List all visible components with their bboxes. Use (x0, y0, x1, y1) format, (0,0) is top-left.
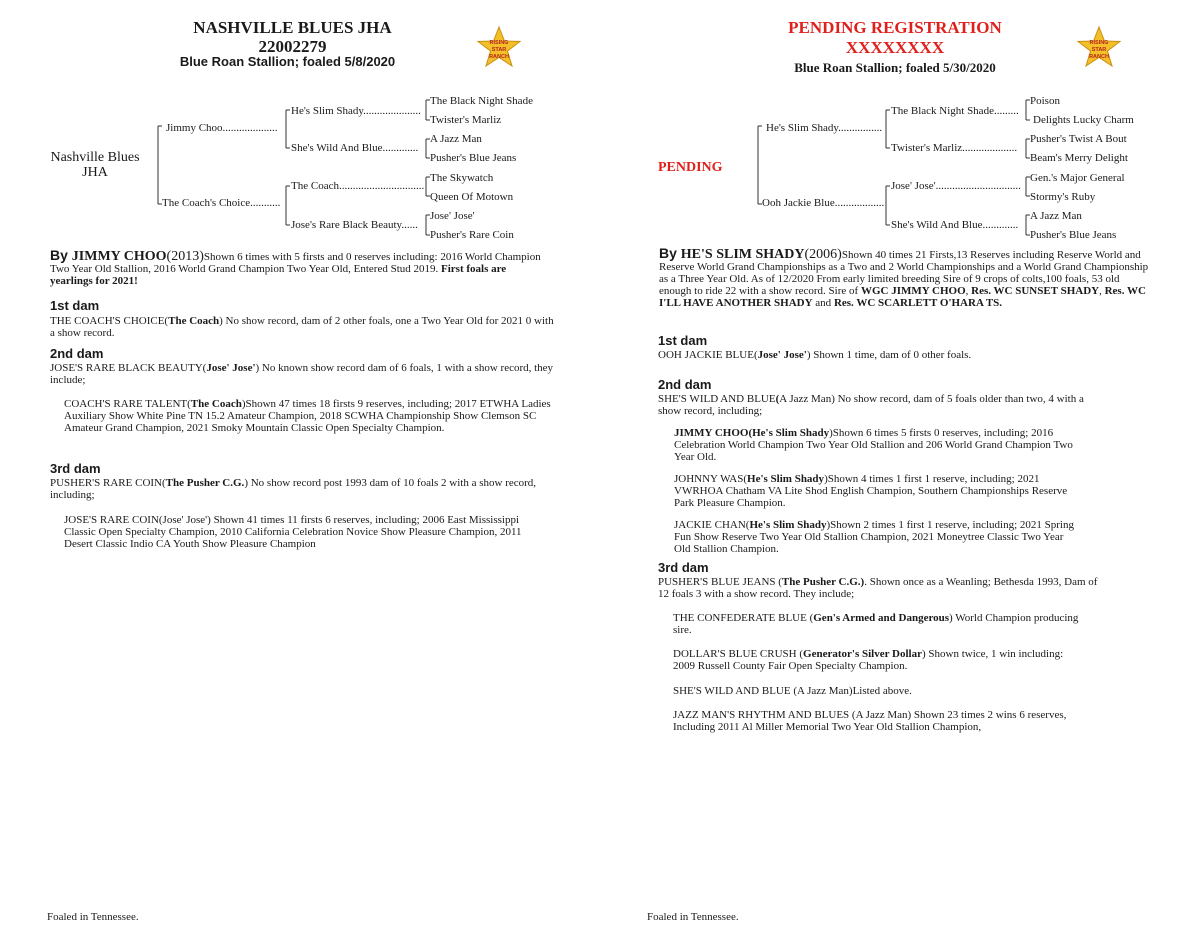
right-pedigree-lines (0, 0, 1200, 250)
right-3rd-dam-foal-3: SHE'S WILD AND BLUE (A Jazz Man)Listed above. (673, 685, 912, 697)
right-1st-dam-heading: 1st dam (658, 333, 708, 348)
right-2nd-dam-text (658, 393, 1098, 417)
right-offspring-3: Res. WC I'LL HAVE ANOTHER SHADY (659, 285, 1146, 309)
right-offspring-1: WGC JIMMY CHOO (860, 285, 966, 297)
right-2nd-dam-foal-1 (674, 427, 1074, 463)
left-1st-dam-heading: 1st dam (50, 298, 100, 313)
left-ggp-5: The Skywatch (430, 172, 494, 184)
right-3rd-dam-foal-1 (673, 612, 1083, 636)
right-foal3-record: )Shown 2 times 1 first 1 reserve, including; 2021 Spring Fun Show Reserve Two Year Old Stallion Champion, 2021 Moneytree Classic Two Year Old Stallion Champion. (674, 519, 1074, 555)
right-g1-sire: Gen's Armed and Dangerous (813, 612, 950, 624)
left-1st-dam-text (50, 315, 555, 339)
right-grandparent-2: Twister's Marliz.................... (891, 142, 1018, 154)
left-ggp-4: Pusher's Blue Jeans (430, 152, 517, 164)
left-3rd-dam-foal: JOSE'S RARE COIN(Jose' Jose') Shown 41 times 11 firsts 6 reserves, including; 2006 East Mississippi Classic Open Specialty Champion, 2010 California Celebration Novice Show Pleasure Champion, 2011 Desert Classic Indio CA Youth Show Pleasure Champion (64, 514, 522, 550)
right-3rd-dam-foal-2 (673, 648, 1083, 672)
left-dam3-sire: The Pusher C.G. (165, 477, 245, 489)
right-title: PENDING REGISTRATION (788, 18, 1002, 37)
left-3rd-dam-text (50, 477, 555, 501)
right-grandparent-3: Jose' Jose'............................... (891, 180, 1021, 192)
right-dam2-name: SHE'S WILD AND BLUE (658, 393, 776, 405)
right-footer: Foaled in Tennessee. (647, 911, 739, 923)
left-dam3-record: ) No show record post 1993 dam of 10 foals 2 with a show record, including; (50, 477, 537, 501)
right-subtitle: Blue Roan Stallion; foaled 5/30/2020 (794, 60, 996, 75)
right-foal1-record: )Shown 6 times 5 firsts 0 reserves, including; 2016 Celebration World Champion Two Year Old Stallion and 206 World Grand Champion Two Year Old. (674, 427, 1073, 463)
right-foal1-sire: He's Slim Shady (752, 427, 830, 439)
right-dam1-name: OOH JACKIE BLUE( (658, 349, 758, 361)
right-dam1-sire: Jose' Jose' (757, 349, 807, 361)
left-dam2-foal-sire: The Coach (190, 398, 242, 410)
right-registration-number: XXXXXXXX (845, 38, 945, 57)
left-dam2-foal-record: )Shown 47 times 18 firsts 9 reserves, including; 2017 ETWHA Ladies Auxiliary Show White Pine TN 15.2 Amateur Champion, 2018 SCWHA Championship Show Clemson SC Amateur Grand Champion, 2021 Smoky Mountain Classic Open Specialty Champion. (64, 398, 551, 434)
right-by-label: By (659, 245, 681, 261)
logo-text-2: STAR (491, 47, 507, 53)
right-dam2-paren: ( (775, 393, 780, 405)
left-dam1-sire: The Coach (168, 315, 220, 327)
right-dam2-record: A Jazz Man) No show record, dam of 5 foals older than two, 4 with a show record, including; (658, 393, 1084, 417)
left-grandparent-3: The Coach............................... (291, 180, 425, 192)
left-dam2-record: ) No known show record dam of 6 foals, 1 with a show record, they include; (50, 362, 554, 386)
right-ggp-8: Pusher's Blue Jeans (1030, 229, 1117, 241)
left-sire: Jimmy Choo.................... (166, 122, 278, 134)
left-by-label: By (50, 247, 72, 263)
right-ggp-3: Pusher's Twist A Bout (1030, 133, 1127, 145)
logo-text-3: RANCH (489, 54, 509, 60)
left-dam1-record: ) No show record, dam of 2 other foals, one a Two Year Old for 2021 0 with a show record. (50, 315, 554, 339)
right-sire: He's Slim Shady................ (766, 122, 883, 134)
left-grandparent-1: He's Slim Shady..................... (291, 105, 421, 117)
right-foal2-record: )Shown 4 times 1 first 1 reserve, including; 2021 VWRHOA Chatham VA Lite Shod English Champion, Southern Championships Reserve Park Pleasure Champion. (674, 473, 1068, 509)
left-2nd-dam-text (50, 362, 555, 386)
right-foal3-name: JACKIE CHAN( (674, 519, 750, 531)
left-3rd-dam-heading: 3rd dam (50, 461, 101, 476)
left-ggp-2: Twister's Marliz (430, 114, 502, 126)
left-registration-number: 22002279 (258, 37, 327, 56)
left-ggp-6: Queen Of Motown (430, 191, 514, 203)
right-foal1-name: JIMMY CHOO( (674, 427, 753, 439)
left-footer: Foaled in Tennessee. (47, 911, 139, 923)
right-2nd-dam-foal-2 (674, 473, 1074, 509)
left-subject-line-1: Nashville Blues (50, 150, 140, 165)
right-sire-record: Shown 40 times 21 Firsts,13 Reserves including Reserve World and Reserve World Grand Championships as a Two and 2 World Championships and a World Grand Championship as a Three Year Old. As of 12/2020 From early limited breeding Sire of 9 crops of colts,100 foals, 53 old enough to ride 22 with a show record. Sire of (659, 249, 1149, 297)
right-ggp-7: A Jazz Man (1030, 210, 1082, 222)
right-foal2-sire: He's Slim Shady (747, 473, 825, 485)
right-grandparent-4: She's Wild And Blue............. (891, 219, 1019, 231)
right-g1-record: ) World Champion producing sire. (673, 612, 1079, 636)
left-grandparent-4: Jose's Rare Black Beauty...... (291, 219, 418, 231)
right-foal2-name: JOHNNY WAS( (674, 473, 748, 485)
logo-text-right-1: RISING (1089, 40, 1109, 46)
right-2nd-dam-heading: 2nd dam (658, 377, 712, 392)
left-subtitle: Blue Roan Stallion; foaled 5/8/2020 (179, 54, 396, 69)
right-dam: Ooh Jackie Blue.................. (762, 197, 885, 209)
right-ggp-6: Stormy's Ruby (1030, 191, 1096, 203)
right-sire-paragraph: By HE'S SLIM SHADY(2006)Shown 40 times 21 Firsts,13 Reserves including Reserve World and Reserve World Grand Championships as a Two and 2 World Championships and a World Grand Championship as a Three Year Old. As of 12/2020 From early limited breeding Sire of 9 crops of colts,100 foals, 53 old enough to ride 22 with a show record. Sire of WGC JIMMY CHOO, Res. WC SUNSET SHADY, Res. WC I'LL HAVE ANOTHER SHADY and Res. WC SCARLETT O'HARA TS. (659, 245, 1149, 309)
right-and: and (812, 297, 834, 309)
left-sire-name: JIMMY CHOO (71, 249, 167, 264)
right-offspring-4: Res. WC SCARLETT O'HARA TS. (833, 297, 1003, 309)
right-g2-record: ) Shown twice, 1 win including: 2009 Russell County Fair Open Specialty Champion. (673, 648, 1064, 672)
left-dam3-name: PUSHER'S RARE COIN( (50, 477, 166, 489)
right-ggp-4: Beam's Merry Delight (1030, 152, 1128, 164)
left-sire-paragraph (50, 249, 550, 287)
left-dam: The Coach's Choice........... (162, 197, 281, 209)
right-2nd-dam-foal-3 (674, 519, 1074, 555)
right-g1-name: THE CONFEDERATE BLUE ( (673, 612, 814, 624)
left-first-foals-note: First foals are yearlings for 2021! (50, 263, 507, 287)
left-ggp-1: The Black Night Shade (430, 95, 533, 107)
left-dam2-sire: Jose' Jose' (206, 362, 256, 374)
right-dam3-name: PUSHER'S BLUE JEANS ( (658, 576, 782, 588)
left-dam1-name: THE COACH'S CHOICE( (50, 315, 169, 327)
left-grandparent-2: She's Wild And Blue............. (291, 142, 419, 154)
right-1st-dam-text (658, 349, 1148, 361)
logo-text-right-2: STAR (1091, 47, 1107, 53)
left-ggp-3: A Jazz Man (430, 133, 482, 145)
right-3rd-dam-text (658, 576, 1108, 600)
right-3rd-dam-foal-4: JAZZ MAN'S RHYTHM AND BLUES (A Jazz Man) Shown 23 times 2 wins 6 reserves, Including 2011 Al Miller Memorial Two Year Old Stallion Champion, (673, 709, 1067, 733)
left-title: NASHVILLE BLUES JHA (193, 18, 392, 37)
right-dam3-sire: The Pusher C.G.) (781, 576, 865, 588)
right-sire-name: HE'S SLIM SHADY (680, 247, 805, 262)
right-sire-year: (2006) (804, 247, 842, 262)
left-subject-line-2: JHA (82, 165, 108, 180)
left-sire-record: Shown 6 times with 5 firsts and 0 reserves including: 2016 World Champion Two Year Old Stallion, 2016 World Grand Champion Two Year Old, Entered Stud 2019. (50, 251, 541, 275)
right-ggp-5: Gen.'s Major General (1030, 172, 1125, 184)
right-grandparent-1: The Black Night Shade......... (891, 105, 1019, 117)
right-ggp-1: Poison (1030, 95, 1060, 107)
right-dam1-record: ) Shown 1 time, dam of 0 other foals. (806, 349, 972, 361)
right-ggp-2: Delights Lucky Charm (1033, 114, 1134, 126)
right-g2-sire: Generator's Silver Dollar (803, 648, 922, 660)
right-g2-name: DOLLAR'S BLUE CRUSH ( (673, 648, 804, 660)
left-ggp-7: Jose' Jose' (430, 210, 475, 222)
left-sire-year: (2013) (166, 249, 204, 264)
right-dam3-record: . Shown once as a Weanling; Bethesda 1993, Dam of 12 foals 3 with a show record. They include; (658, 576, 1098, 600)
right-foal3-sire: He's Slim Shady (749, 519, 827, 531)
right-subject-pending: PENDING (658, 160, 723, 175)
left-2nd-dam-foal (64, 398, 554, 434)
left-2nd-dam-heading: 2nd dam (50, 346, 104, 361)
left-dam2-name: JOSE'S RARE BLACK BEAUTY( (50, 362, 207, 374)
right-3rd-dam-heading: 3rd dam (658, 560, 709, 575)
logo-text-right-3: RANCH (1089, 54, 1109, 60)
logo-text-1: RISING (489, 40, 509, 46)
left-dam2-foal-name: COACH'S RARE TALENT( (64, 398, 191, 410)
right-offspring-2: Res. WC SUNSET SHADY (971, 285, 1100, 297)
left-ggp-8: Pusher's Rare Coin (430, 229, 514, 241)
